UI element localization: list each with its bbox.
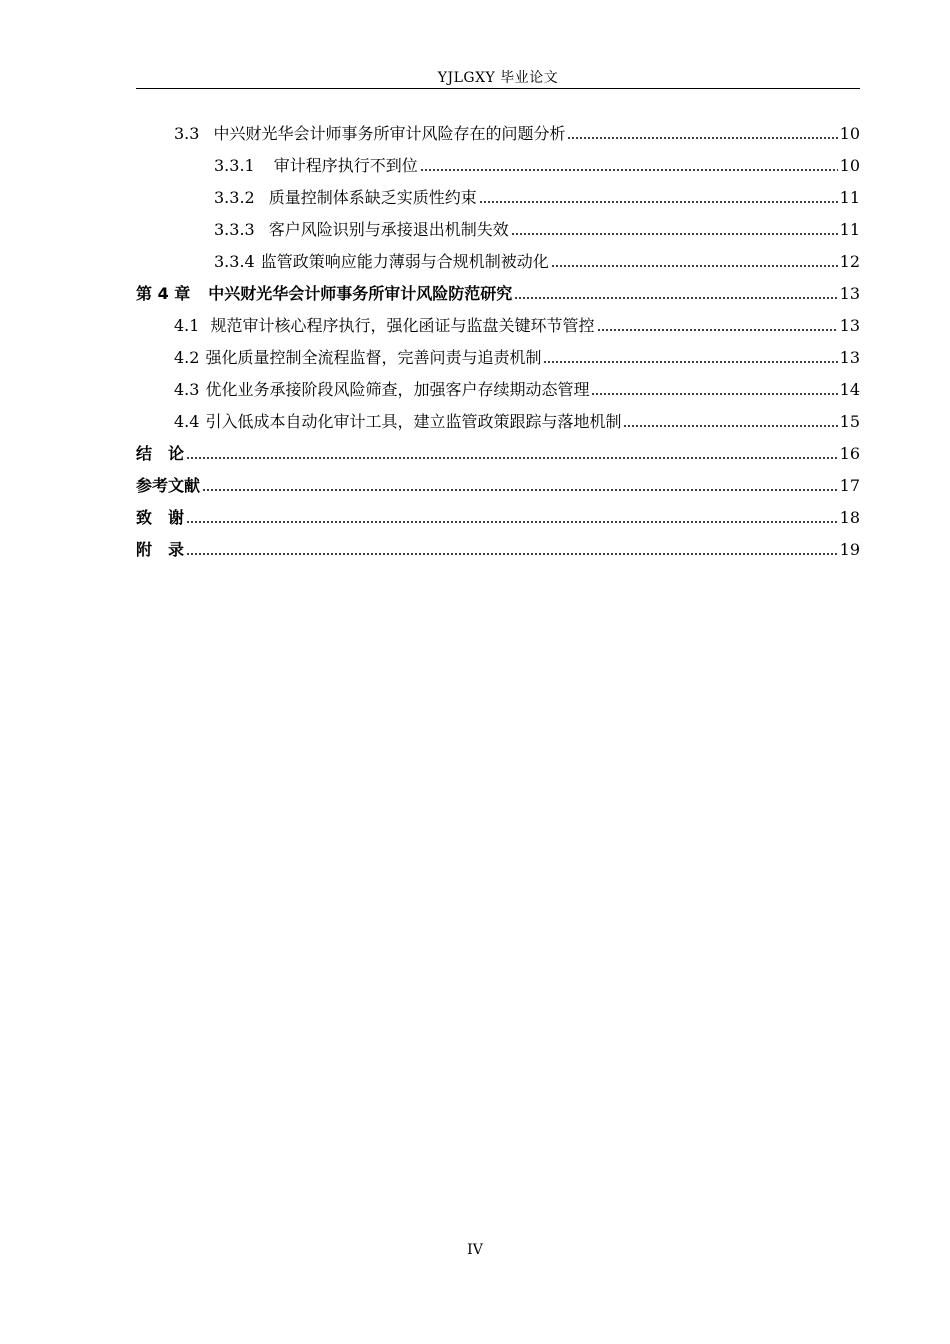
toc-entry[interactable] [136, 246, 860, 278]
toc-entry[interactable] [136, 470, 860, 502]
toc-entry-text: 致 谢 [136, 508, 185, 527]
toc-dot-leader [543, 361, 837, 363]
toc-entry-title [136, 534, 184, 566]
toc-entry-page: 13 [839, 284, 860, 303]
toc-entry[interactable] [136, 118, 860, 150]
toc-entry-text: 参考文献 [136, 476, 201, 495]
toc-entry-page: 15 [839, 412, 860, 431]
toc-entry-title [174, 406, 621, 438]
toc-dot-leader [202, 489, 838, 491]
toc-entry-number: 第 4 章 [136, 284, 191, 303]
toc-dot-leader [567, 137, 837, 139]
toc-entry-title [214, 150, 418, 182]
toc-entry-page: 10 [839, 156, 860, 175]
toc-entry-page: 19 [839, 540, 860, 559]
toc-entry-title [174, 310, 595, 342]
toc-entry-title [214, 214, 509, 246]
page-footer [0, 1242, 950, 1258]
toc-entry[interactable] [136, 310, 860, 342]
toc-dot-leader [186, 457, 838, 459]
toc-dot-leader [186, 521, 838, 523]
toc-dot-leader [551, 265, 838, 267]
toc-entry-page: 14 [839, 380, 860, 399]
toc-entry-text: 结 论 [136, 444, 185, 463]
toc-entry-text: 中兴财光华会计师事务所审计风险存在的问题分析 [213, 124, 566, 143]
toc-entry-title [214, 182, 477, 214]
header-title: YJLGXY 毕业论文 [437, 70, 559, 86]
toc-entry-text: 审计程序执行不到位 [268, 156, 418, 175]
toc-entry[interactable] [136, 534, 860, 566]
toc-entry-title [214, 246, 549, 278]
page-number: IV [467, 1242, 483, 1258]
toc-entry-page: 18 [839, 508, 860, 527]
toc-entry[interactable] [136, 438, 860, 470]
toc-entry-title [174, 342, 541, 374]
toc-entry[interactable] [136, 406, 860, 438]
toc-entry-page: 13 [839, 348, 860, 367]
toc-entry-number: 3.3.4 [214, 252, 255, 271]
toc-entry-title [136, 470, 200, 502]
toc-entry-text: 质量控制体系缺乏实质性约束 [268, 188, 477, 207]
toc-entry-page: 16 [839, 444, 860, 463]
toc-entry[interactable] [136, 182, 860, 214]
toc-dot-leader [186, 553, 838, 555]
toc-entry-title [174, 118, 565, 150]
toc-entry-text: 中兴财光华会计师事务所审计风险防范研究 [208, 284, 513, 303]
toc-entry-number: 4.4 [174, 412, 200, 431]
toc-dot-leader [597, 329, 838, 331]
toc-entry-text: 监管政策响应能力薄弱与合规机制被动化 [260, 252, 549, 271]
toc-entry-page: 12 [839, 252, 860, 271]
toc-entry[interactable] [136, 278, 860, 310]
toc-entry[interactable] [136, 214, 860, 246]
table-of-contents [136, 118, 860, 566]
toc-entry-text: 优化业务承接阶段风险筛查，加强客户存续期动态管理 [205, 380, 590, 399]
toc-entry-number: 4.1 [174, 316, 200, 335]
toc-entry-text: 引入低成本自动化审计工具，建立监管政策跟踪与落地机制 [205, 412, 622, 431]
toc-entry-title [136, 502, 184, 534]
toc-entry-number: 4.3 [174, 380, 200, 399]
toc-entry-number: 4.2 [174, 348, 200, 367]
toc-dot-leader [420, 169, 838, 171]
toc-entry-page: 17 [839, 476, 860, 495]
toc-entry[interactable] [136, 374, 860, 406]
toc-entry-title [136, 438, 184, 470]
toc-entry-number: 3.3 [174, 124, 200, 143]
toc-entry-number: 3.3.1 [214, 156, 255, 175]
toc-entry-text: 附 录 [136, 540, 185, 559]
toc-entry-title [174, 374, 589, 406]
toc-entry-title [136, 278, 512, 310]
toc-dot-leader [479, 201, 838, 203]
toc-entry-page: 11 [839, 188, 860, 207]
toc-entry-page: 11 [839, 220, 860, 239]
toc-entry[interactable] [136, 150, 860, 182]
toc-dot-leader [591, 393, 837, 395]
toc-entry-text: 客户风险识别与承接退出机制失效 [268, 220, 509, 239]
toc-entry-number: 3.3.2 [214, 188, 255, 207]
toc-entry-page: 13 [839, 316, 860, 335]
toc-entry[interactable] [136, 342, 860, 374]
toc-entry-text: 强化质量控制全流程监督，完善问责与追责机制 [205, 348, 542, 367]
toc-entry-text: 规范审计核心程序执行，强化函证与监盘关键环节管控 [205, 316, 595, 335]
toc-dot-leader [623, 425, 837, 427]
page-header [136, 68, 860, 89]
toc-dot-leader [511, 233, 838, 235]
toc-entry-page: 10 [839, 124, 860, 143]
toc-entry[interactable] [136, 502, 860, 534]
toc-dot-leader [514, 297, 837, 299]
toc-entry-number: 3.3.3 [214, 220, 255, 239]
